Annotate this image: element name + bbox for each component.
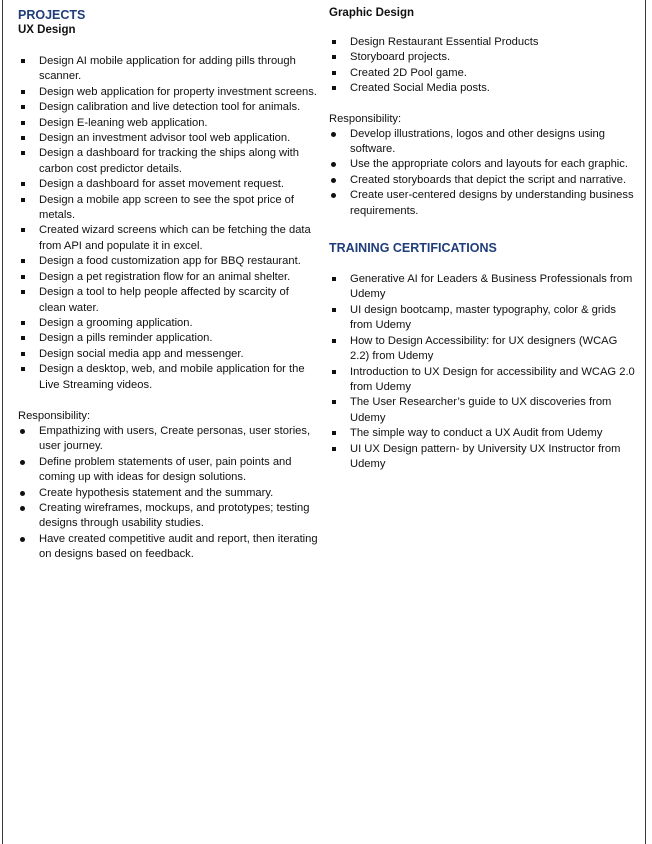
graphic-responsibility-list [329,127,635,219]
list-item: Creating wireframes, mockups, and prototypes; testing designs through usability studies. [18,501,318,532]
list-item: Storyboard projects. [329,50,635,65]
list-item: Design calibration and live detection tool for animals. [18,100,318,115]
right-column [329,0,635,472]
training-list [329,272,635,472]
graphic-project-list [329,35,635,97]
left-column [18,0,318,563]
list-item: Define problem statements of user, pain points and coming up with ideas for design solutions. [18,455,318,486]
list-item: Design a dashboard for tracking the ships along with carbon cost predictor details. [18,146,318,177]
list-item: Have created competitive audit and report, then iterating on designs based on feedback. [18,532,318,563]
list-item: Created Social Media posts. [329,81,635,96]
list-item: Created 2D Pool game. [329,66,635,81]
list-item: How to Design Accessibility: for UX designers (WCAG 2.2) from Udemy [329,334,635,365]
list-item: Empathizing with users, Create personas, user stories, user journey. [18,424,318,455]
ux-design-heading: UX Design [18,24,76,36]
list-item: Design Restaurant Essential Products [329,35,635,50]
list-item: The User Researcher’s guide to UX discoveries from Udemy [329,395,635,426]
list-item: Develop illustrations, logos and other designs using software. [329,127,635,158]
list-item: Design web application for property investment screens. [18,85,318,100]
list-item: Introduction to UX Design for accessibility and WCAG 2.0 from Udemy [329,365,635,396]
training-heading: TRAINING CERTIFICATIONS [329,241,497,256]
list-item: Design a pills reminder application. [18,331,318,346]
list-item: Design an investment advisor tool web application. [18,131,318,146]
list-item: Design a grooming application. [18,316,318,331]
ux-project-list [18,54,318,393]
graphic-responsibility-label: Responsibility: [329,112,402,125]
list-item: Use the appropriate colors and layouts for each graphic. [329,157,635,172]
list-item: Design a mobile app screen to see the spot price of metals. [18,193,318,224]
list-item: UI UX Design pattern- by University UX Instructor from Udemy [329,442,635,473]
list-item: Design social media app and messenger. [18,347,318,362]
list-item: UI design bootcamp, master typography, color & grids from Udemy [329,303,635,334]
list-item: Created wizard screens which can be fetching the data from API and populate it in excel. [18,223,318,254]
list-item: Design AI mobile application for adding pills through scanner. [18,54,318,85]
list-item: Design a tool to help people affected by scarcity of clean water. [18,285,318,316]
resume-page [2,0,646,844]
list-item: Design a pet registration flow for an animal shelter. [18,270,318,285]
list-item: Generative AI for Leaders & Business Professionals from Udemy [329,272,635,303]
projects-heading: PROJECTS [18,8,86,22]
list-item: Create user-centered designs by understanding business requirements. [329,188,635,219]
list-item: Create hypothesis statement and the summary. [18,486,318,501]
graphic-design-heading: Graphic Design [329,7,414,19]
list-item: The simple way to conduct a UX Audit from Udemy [329,426,635,441]
list-item: Design E-leaning web application. [18,116,318,131]
ux-responsibility-list [18,424,318,563]
list-item: Design a dashboard for asset movement request. [18,177,318,192]
list-item: Design a food customization app for BBQ restaurant. [18,254,318,269]
ux-responsibility-label: Responsibility: [18,409,91,422]
list-item: Created storyboards that depict the script and narrative. [329,173,635,188]
list-item: Design a desktop, web, and mobile application for the Live Streaming videos. [18,362,318,393]
